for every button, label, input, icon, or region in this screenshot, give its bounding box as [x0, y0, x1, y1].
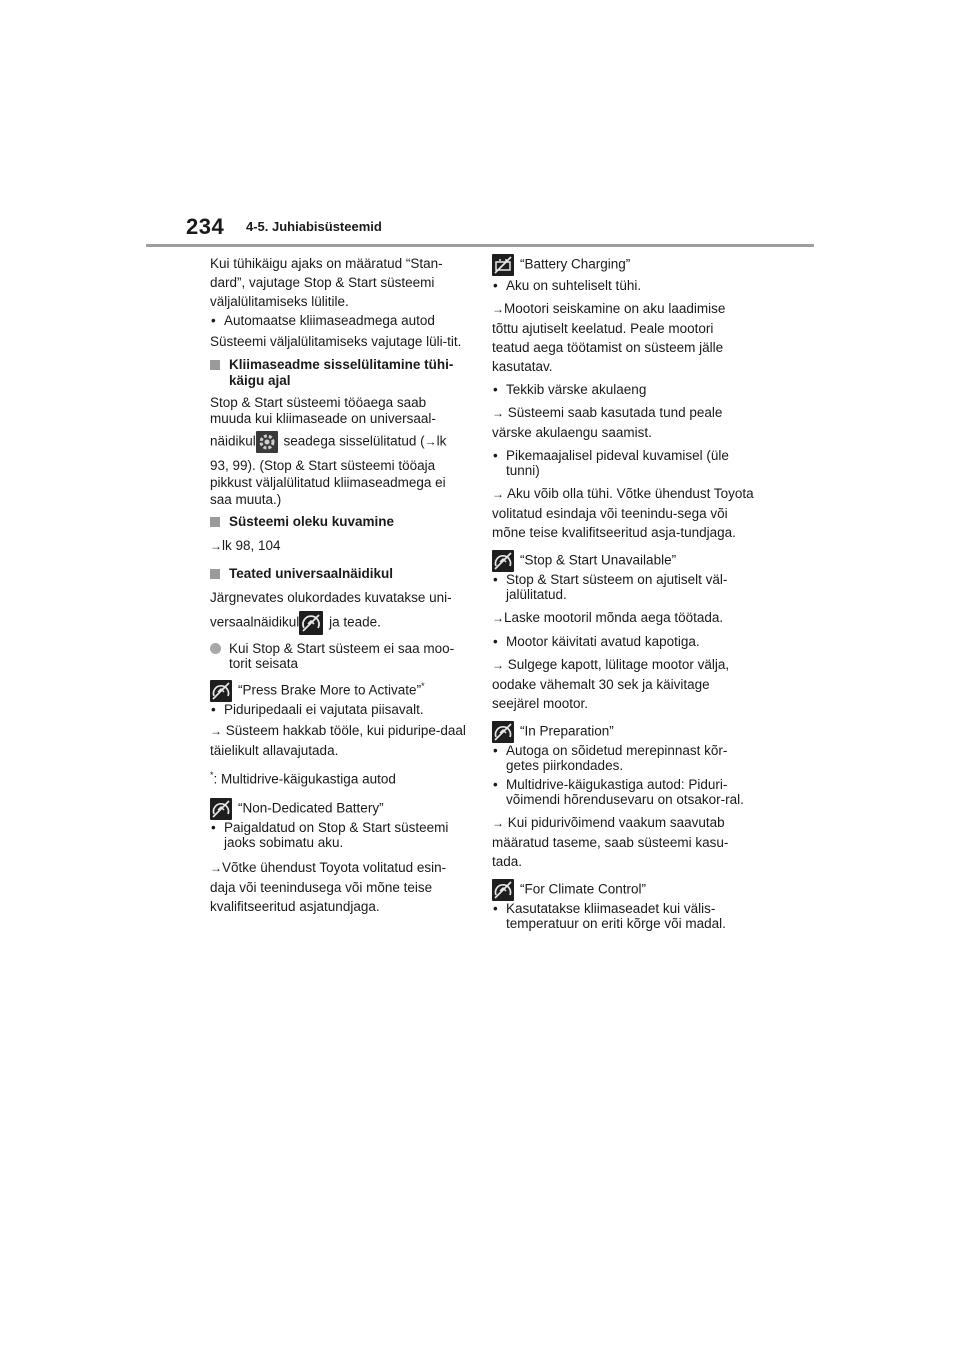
bullet-item: • Pikemaajalisel pideval kuvamisel (üle tunni) [492, 448, 754, 478]
bullet-item: • Mootor käivitati avatud kapotiga. [492, 634, 754, 649]
paragraph: versaalnäidikul ja teade. [210, 611, 470, 635]
bullet-item: • Paigaldatud on Stop & Start süsteemi jaoks sobimatu aku. [210, 820, 470, 850]
section-heading: Süsteemi oleku kuvamine [210, 514, 470, 530]
left-column [210, 254, 470, 922]
header-divider [146, 244, 814, 247]
circle-bullet-icon [210, 643, 221, 654]
display-message: “Stop & Start Unavailable” [492, 550, 754, 572]
display-message: “For Climate Control” [492, 879, 754, 901]
result-text: →Võtke ühendust Toyota volitatud esin-daja või teenindusega või mõne teise kvalifitseeritud asjatundjaga. [210, 860, 447, 915]
display-message: “Press Brake More to Activate”* [210, 677, 470, 702]
paragraph: Kui tühikäigu ajaks on määratud “Stan-dard”, vajutage Stop & Start süsteemi väljalülitamiseks lülitile. [210, 256, 443, 309]
result-text: → Kui pidurivõimend vaakum saavutab määratud taseme, saab süsteemi kasu-tada. [492, 815, 729, 869]
bullet-item: • Automaatse kliimaseadmega autod [210, 313, 470, 328]
result-text: → Aku võib olla tühi. Võtke ühendust Toyota volitatud esindaja või teenindu-sega või mõne teise kvalifitseeritud asja-tundjaga. [492, 486, 754, 540]
stop-start-off-icon [210, 798, 232, 820]
stop-start-off-icon [299, 611, 323, 635]
circle-heading: Kui Stop & Start süsteem ei saa moo-torit seisata [210, 641, 470, 671]
bullet-item: • Stop & Start süsteem on ajutiselt väl-jalülitatud. [492, 572, 754, 602]
stop-start-off-icon [492, 879, 514, 901]
paragraph: Süsteemi väljalülitamiseks vajutage lüli-tit. [210, 334, 462, 349]
result-text: → Süsteem hakkab tööle, kui piduripe-daal täielikult allavajutada. [210, 722, 466, 758]
stop-start-off-icon [492, 721, 514, 743]
bullet-item: • Aku on suhteliselt tühi. [492, 278, 754, 293]
paragraph: Järgnevates olukordades kuvatakse uni- [210, 590, 452, 605]
square-bullet-icon [210, 360, 220, 370]
right-column [492, 254, 754, 935]
footnote: *: Multidrive-käigukastiga autod [210, 769, 396, 787]
bullet-item: • Kasutatakse kliimaseadet kui välis-temperatuur on eriti kõrge või madal. [492, 901, 754, 931]
result-text: → Süsteemi saab kasutada tund peale värske akulaengu saamist. [492, 405, 723, 440]
bullet-item: • Tekkib värske akulaeng [492, 382, 754, 397]
section-title: 4-5. Juhiabisüsteemid [246, 219, 382, 234]
paragraph: Stop & Start süsteemi tööaega saab muuda kui kliimaseade on universaal- [210, 395, 436, 426]
page-number: 234 [186, 214, 225, 239]
paragraph: 93, 99). (Stop & Start süsteemi tööaja pikkust väljalülitatud kliimaseadmega ei saa muuta.) [210, 458, 446, 507]
section-heading: Kliimaseadme sisselülitamine tühi-käigu ajal [210, 357, 470, 389]
bullet-item: • Piduripedaali ei vajutata piisavalt. [210, 702, 470, 717]
stop-start-off-icon [492, 550, 514, 572]
page-reference: →lk 98, 104 [210, 538, 281, 553]
gear-icon [256, 431, 278, 453]
square-bullet-icon [210, 569, 220, 579]
display-message: “In Preparation” [492, 721, 754, 743]
bullet-item: • Autoga on sõidetud merepinnast kõr-getes piirkondades. [492, 743, 754, 773]
display-message: “Battery Charging” [492, 254, 754, 276]
square-bullet-icon [210, 517, 220, 527]
result-text: → Sulgege kapott, lülitage mootor välja, oodake vähemalt 30 sek ja käivitage seejärel mootor. [492, 657, 730, 711]
display-message: “Non-Dedicated Battery” [210, 798, 470, 820]
result-text: →Laske mootoril mõnda aega töötada. [492, 610, 724, 625]
section-heading: Teated universaalnäidikul [210, 566, 470, 582]
paragraph: näidikul seadega sisselülitatud (→lk [210, 431, 470, 453]
battery-icon [492, 254, 514, 276]
result-text: →Mootori seiskamine on aku laadimise tõttu ajutiselt keelatud. Peale mootori teatud aega töötamist on süsteem jälle kasutatav. [492, 301, 726, 374]
bullet-item: • Multidrive-käigukastiga autod: Piduri-võimendi hõrendusevaru on otsakor-ral. [492, 777, 754, 807]
stop-start-off-icon [210, 680, 232, 702]
